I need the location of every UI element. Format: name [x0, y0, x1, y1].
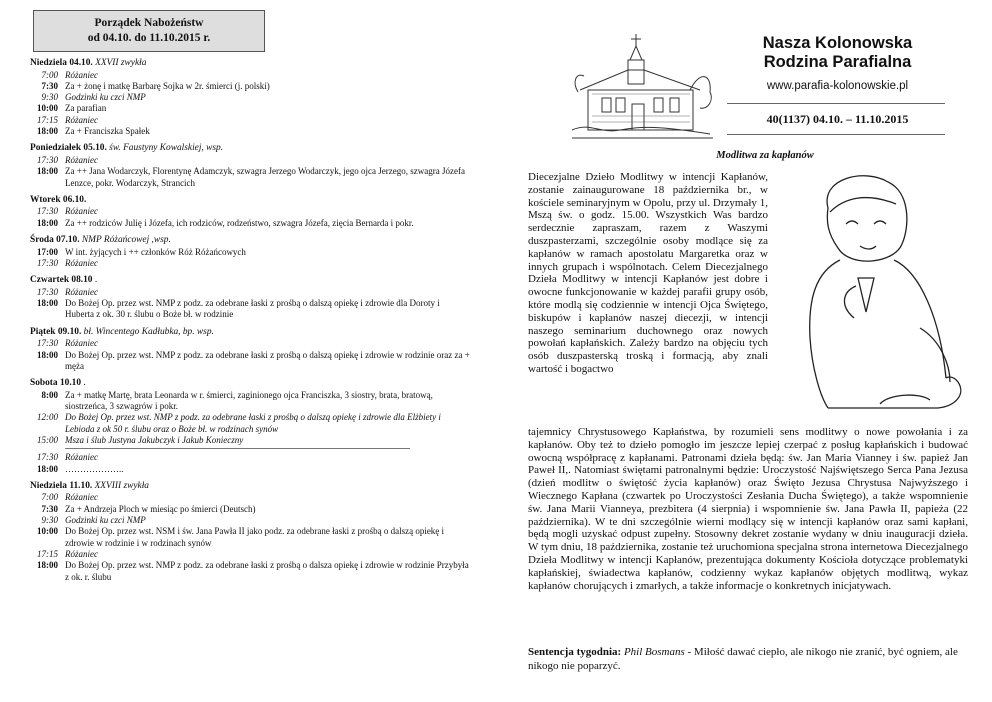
- church-illustration: [570, 30, 715, 142]
- schedule-entry: [30, 287, 470, 298]
- entry-time: 17:15: [37, 548, 58, 559]
- bulletin-title-line2: Rodzina Parafialna: [763, 53, 912, 71]
- entry-intention: Za ++ rodziców Julię i Józefa, ich rodziców, rodzeństwo, szwagra Józefa, zięcia Bernarda i pokr.: [65, 217, 414, 228]
- entry-time: 18:00: [37, 166, 58, 177]
- entry-intention: Za parafian: [65, 103, 107, 114]
- entry-intention: Za + Andrzeja Ploch w miesiąc po śmierci (Deutsch): [65, 503, 256, 514]
- issue-number: 40(1137) 04.10. – 11.10.2015: [766, 112, 909, 126]
- day-liturgical-note: .: [94, 275, 98, 286]
- entry-time: 18:00: [37, 349, 58, 360]
- entry-time: 9:30: [41, 92, 58, 103]
- entry-intention: Różaniec: [65, 286, 98, 297]
- entry-time: 17:30: [37, 286, 58, 297]
- quote-of-week: [528, 646, 968, 673]
- entry-time: 18:00: [37, 560, 58, 571]
- schedule-entry: [30, 390, 470, 413]
- schedule-entry: [30, 70, 470, 81]
- schedule-day: [30, 481, 470, 583]
- schedule-date-range: od 04.10. do 11.10.2015 r.: [87, 32, 211, 44]
- entry-intention: Godzinki ku czci NMP: [65, 515, 146, 526]
- schedule-day: [30, 378, 470, 475]
- schedule-entry: [30, 92, 470, 103]
- schedule-day: [30, 327, 470, 372]
- entry-intention: Różaniec: [65, 206, 98, 217]
- schedule-entry: [30, 549, 470, 560]
- article-paragraph-part2: tajemnicy Chrystusowego Kapłaństwa, by rozumieli sens modlitwy o nowe powołania i za kapłanów. Oby też to dzieło pomogło im jeszcze lepiej czerpać z posług kapłańskich i budować owocną współpracę z kapłanami. Patronami dzieła będą: św. Jan Maria Vianney i św. papież Jan Paweł II,. Natomiast świętami patronalnymi będzie: Uroczystość Najświętszego Serca Pana Jezusa (dzień modlitw o świętość życia kapłanów) oraz Święto Jezusa Chrystusa Najwyższego i Wiecznego Kapłana (czwartek po Uroczystości Zesłania Ducha Świętego), a także wspomnienie św. Jana Marii Vianneya, prezbitera (4 sierpnia) i wspomnienie św. Jana Pawła II, papieża (22 października). W te dni szczególnie wierni modlący się w intencji kapłanów oraz sami kapłani, będą mogli uzyskać odpust zupełny. Stosowny dekret zostanie wydany w dniu inauguracji dzieła. W tym dniu, 18 października, zostanie też uruchomiona specjalna strona internetowa Diecezjalnego Dzieła Modlitwy w intencji Kapłanów, prezentująca dokumenty Kościoła dotyczące problematyki kapłańskiej, świadectwa kapłanów, codzienny wykaz kapłanów objętych modlitwą, wykaz kapłanów chorujących i zmarłych, a także informacje o konkretnych inicjatywach.: [528, 426, 968, 592]
- schedule-entry: [30, 435, 470, 446]
- day-liturgical-note: .: [83, 378, 86, 389]
- entry-time: 17:15: [37, 114, 58, 125]
- entry-intention: Za + Franciszka Spałek: [65, 126, 150, 137]
- day-date: Niedziela 11.10.: [30, 480, 93, 491]
- day-date: Wtorek 06.10.: [30, 194, 87, 205]
- quote-author: Phil Bosmans: [623, 646, 685, 658]
- entry-intention: Godzinki ku czci NMP: [65, 92, 146, 103]
- schedule-title: Porządek Nabożeństw: [94, 17, 204, 29]
- day-heading: [30, 195, 470, 207]
- entry-time: 17:30: [37, 206, 58, 217]
- day-heading: [30, 58, 470, 70]
- article-paragraph-part1: Diecezjalne Dzieło Modlitwy w intencji Kapłanów, zostanie zainaugurowane 18 października br., w kościele seminaryjnym w Opolu, przy ul. Drzymały 1, Mszą św. o godz. 15.00. Wszystkich Was bardzo serdecznie zapraszam, razem z Waszymi duszpasterzami, szczególnie osoby modlące się za kapłanów w ramach apostolatu Margaretka oraz w innych grupach i wspólnotach. Celem Diecezjalnego Dzieła Modlitwy w intencji Kapłanów jest dobre i owocne funkcjonowanie w każdej parafii grupy osób, które modlą się codziennie w intencji Ojca Świętego, biskupów i kapłanów naszej diecezji, w intencji naszego seminarium duchownego oraz nowych powołań kapłańskich. Zależy bardzo na objęciu tych osób duszpasterską troską i formacją, aby znali wartość i bogactwo: [528, 171, 768, 375]
- entry-time: 18:00: [37, 298, 58, 309]
- schedule-day: [30, 195, 470, 229]
- schedule-day: [30, 58, 470, 137]
- schedule-entry: [30, 206, 470, 217]
- bulletin-page: [515, 0, 975, 702]
- entry-intention: Za + żonę i matkę Barbarę Sojka w 2r. śmierci (j. polski): [65, 80, 270, 91]
- entry-time: 15:00: [37, 434, 58, 445]
- quote-text: - Miłość dawać ciepło, ale nikogo nie zranić, być ogniem, ale nikogo nie poparzyć.: [528, 646, 958, 672]
- entry-time: 9:30: [41, 515, 58, 526]
- schedule-days: [30, 58, 470, 583]
- entry-intention: Za ++ Jana Wodarczyk, Florentynę Adamczyk, szwagra Jerzego Wodarczyk, jego ojca Jerzego, szwagra Józefa Lenzce, pokr. Wodarczyk, Strancich: [65, 166, 465, 188]
- praying-boy-illustration: [770, 168, 975, 416]
- bulletin-title: [705, 34, 970, 72]
- entry-time: 7:30: [41, 80, 58, 91]
- mass-schedule: [30, 10, 470, 583]
- day-date: Poniedziałek 05.10.: [30, 143, 107, 154]
- schedule-entry: [30, 155, 470, 166]
- schedule-entry: [30, 218, 470, 229]
- schedule-entry: [30, 126, 470, 137]
- schedule-entry: [30, 560, 470, 583]
- entry-time: 18:00: [37, 126, 58, 137]
- day-heading: [30, 327, 470, 339]
- entry-intention: Różaniec: [65, 492, 98, 503]
- day-liturgical-note: XXVIII zwykła: [94, 480, 149, 491]
- entry-intention: Różaniec: [65, 338, 98, 349]
- entry-time: 10:00: [37, 526, 58, 537]
- divider: [727, 134, 945, 135]
- entry-time: 7:00: [41, 69, 58, 80]
- schedule-entry: [30, 298, 470, 321]
- day-date: Niedziela 04.10.: [30, 58, 93, 68]
- entry-time: 7:00: [41, 492, 58, 503]
- entry-time: 17:00: [37, 246, 58, 257]
- entry-time: 7:30: [41, 503, 58, 514]
- day-liturgical-note: św. Faustyny Kowalskiej, wsp.: [109, 143, 224, 154]
- entry-time: 17:30: [37, 257, 58, 268]
- divider: [727, 103, 945, 104]
- entry-separator: [65, 448, 410, 449]
- schedule-day: [30, 143, 470, 188]
- entry-intention: Różaniec: [65, 69, 98, 80]
- entry-intention: Do Bożej Op. przez wst. NMP z podz. za odebrane łaski z prośbą o dalszą opiekę i zdrowie dla Elżbiety i Lebioda z ok 50 r. ślubu oraz o Boże bł. w rodzinach synów: [65, 412, 441, 434]
- schedule-entry: [30, 492, 470, 503]
- day-liturgical-note: XXVII zwykła: [95, 58, 147, 68]
- day-heading: [30, 275, 470, 287]
- schedule-entry: [30, 464, 470, 475]
- day-liturgical-note: bł. Wincentego Kadłubka, bp. wsp.: [83, 326, 214, 337]
- entry-time: 10:00: [37, 103, 58, 114]
- schedule-entry: [30, 103, 470, 114]
- entry-intention: Msza i ślub Justyna Jakubczyk i Jakub Konieczny: [65, 434, 244, 445]
- entry-intention: Różaniec: [65, 548, 98, 559]
- entry-time: 17:30: [37, 338, 58, 349]
- day-heading: [30, 481, 470, 493]
- entry-time: 8:00: [41, 389, 58, 400]
- day-heading: [30, 143, 470, 155]
- entry-intention: W int. żyjących i ++ członków Róż Różańcowych: [65, 246, 246, 257]
- bulletin-title-line1: Nasza Kolonowska: [762, 34, 913, 52]
- entry-time: 17:30: [37, 154, 58, 165]
- quote-label: Sentencja tygodnia:: [528, 646, 622, 658]
- schedule-entry: [30, 247, 470, 258]
- schedule-day: [30, 235, 470, 269]
- entry-intention: Różaniec: [65, 154, 98, 165]
- article-title: Modlitwa za kapłanów: [716, 150, 814, 161]
- entry-intention: Do Bożej Op. przez wst. NMP z podz. za odebrane łaski z prośbą o dalsza opiekę i zdrowie w rodzinie Przybyła z ok. r. ślubu: [65, 560, 469, 582]
- day-date: Sobota 10.10: [30, 378, 82, 389]
- schedule-header: [33, 10, 265, 52]
- entry-intention: Różaniec: [65, 452, 98, 463]
- entry-intention: Różaniec: [65, 257, 98, 268]
- entry-time: 18:00: [37, 463, 58, 474]
- entry-time: 12:00: [37, 412, 58, 423]
- schedule-entry: [30, 515, 470, 526]
- day-date: Środa 07.10.: [30, 235, 80, 246]
- schedule-entry: [30, 338, 470, 349]
- entry-intention: Do Bożej Op. przez wst. NMP z podz. za odebrane łaski z prośbą o dalszą opiekę i zdrowie w rodzinie oraz za + męża: [65, 349, 470, 371]
- day-heading: [30, 378, 470, 390]
- schedule-entry: [30, 452, 470, 463]
- entry-intention: Za + matkę Martę, brata Leonarda w r. śmierci, zaginionego ojca Franciszka, 3 siostry, brata, bratową, siostrzeńca, 3 szwagrów i pokr.: [65, 389, 433, 412]
- day-heading: [30, 235, 470, 247]
- schedule-entry: [30, 81, 470, 92]
- schedule-entry: [30, 526, 470, 549]
- schedule-entry: [30, 258, 470, 269]
- entry-time: 18:00: [37, 217, 58, 228]
- schedule-entry: [30, 412, 470, 435]
- day-date: Czwartek 08.10: [30, 275, 93, 286]
- entry-intention: Różaniec: [65, 114, 98, 125]
- schedule-entry: [30, 350, 470, 373]
- schedule-entry: [30, 115, 470, 126]
- parish-url: www.parafia-kolonowskie.pl: [766, 80, 909, 92]
- day-liturgical-note: NMP Różańcowej ,wsp.: [81, 235, 171, 246]
- entry-intention: Do Bożej Op. przez wst. NMP z podz. za odebrane łaski z prośbą o dalszą opiekę i zdrowie dla Doroty i Huberta z ok. 30 r. ślubu o Boże bł. w rodzinie: [65, 298, 440, 320]
- entry-time: 17:30: [37, 452, 58, 463]
- schedule-day: [30, 275, 470, 320]
- entry-intention: Do Bożej Op. przez wst. NSM i św. Jana Pawła II jako podz. za odebrane łaski z prośbą o dalszą opiekę i zdrowie w rodzinie i w rodzinach synów: [65, 526, 445, 548]
- schedule-entry: [30, 166, 470, 189]
- day-date: Piątek 09.10.: [30, 326, 82, 337]
- entry-intention: ………………..: [65, 463, 124, 474]
- schedule-entry: [30, 504, 470, 515]
